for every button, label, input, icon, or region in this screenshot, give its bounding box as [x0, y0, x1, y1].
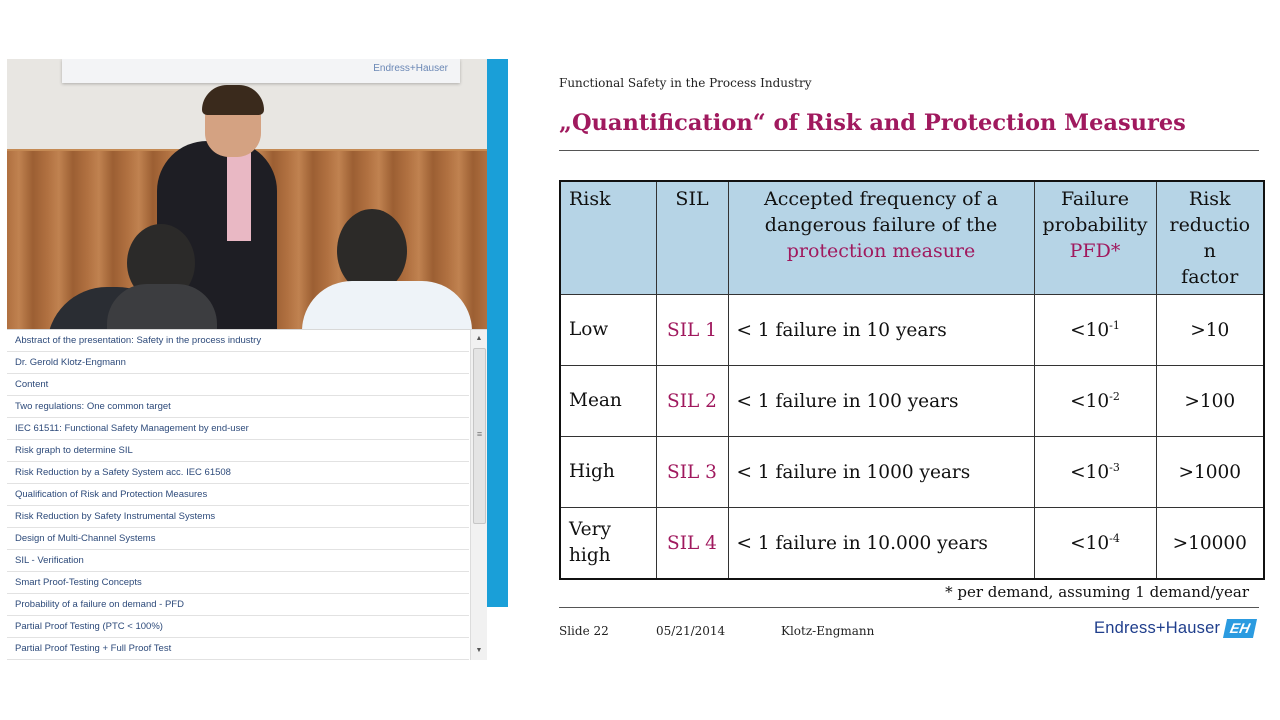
projection-screen: [62, 59, 460, 83]
table-header-row: [560, 181, 1264, 295]
cell-pfd: $<10^{-1}$: [1034, 295, 1156, 366]
cell-reduction: >100: [1156, 366, 1264, 437]
cell-frequency: < 1 failure in 10.000 years: [728, 508, 1034, 580]
risk-table: [559, 180, 1265, 580]
slide-title: „Quantification“ of Risk and Protection Measures: [559, 110, 1186, 136]
cell-frequency: < 1 failure in 1000 years: [728, 437, 1034, 508]
chapter-item[interactable]: Partial Proof Testing (PTC < 100%): [7, 616, 469, 638]
cell-risk: Mean: [560, 366, 656, 437]
chapter-list-panel: [7, 329, 487, 660]
cell-reduction: >10000: [1156, 508, 1264, 580]
cell-reduction: >10: [1156, 295, 1264, 366]
audience-member: [302, 281, 472, 329]
chapter-item[interactable]: Smart Proof-Testing Concepts: [7, 572, 469, 594]
table-row: [560, 295, 1264, 366]
cell-frequency: < 1 failure in 100 years: [728, 366, 1034, 437]
scrollbar-thumb[interactable]: [473, 348, 486, 524]
slide-subtitle: Functional Safety in the Process Industry: [559, 76, 812, 90]
scroll-up-arrow-icon[interactable]: ▲: [475, 335, 483, 342]
chapter-item[interactable]: Content: [7, 374, 469, 396]
grip-icon: ≡: [476, 429, 483, 439]
chapter-item[interactable]: SIL - Verification: [7, 550, 469, 572]
cell-risk: High: [560, 437, 656, 508]
cell-risk: Low: [560, 295, 656, 366]
scroll-down-arrow-icon[interactable]: ▼: [475, 647, 483, 654]
cell-sil: SIL 3: [656, 437, 728, 508]
logo-wordmark: Endress+Hauser: [1094, 618, 1221, 637]
slide-date: 05/21/2014: [656, 624, 726, 638]
header-sil: SIL: [656, 181, 728, 295]
chapter-item[interactable]: IEC 61511: Functional Safety Management by end-user: [7, 418, 469, 440]
table-footnote: * per demand, assuming 1 demand/year: [945, 583, 1249, 601]
footer-divider: [559, 607, 1259, 608]
cell-sil: SIL 1: [656, 295, 728, 366]
cell-reduction: >1000: [1156, 437, 1264, 508]
header-reduction: Risk reductio n factor: [1156, 181, 1264, 295]
table-row: [560, 437, 1264, 508]
table-row: [560, 366, 1264, 437]
chapter-item[interactable]: Partial Proof Testing + Full Proof Test: [7, 638, 469, 660]
slide-number: Slide 22: [559, 624, 609, 638]
chapter-item[interactable]: Qualification of Risk and Protection Measures: [7, 484, 469, 506]
cell-risk: Very high: [560, 508, 656, 580]
side-accent-bar: [487, 59, 508, 607]
cell-frequency: < 1 failure in 10 years: [728, 295, 1034, 366]
chapter-item[interactable]: Probability of a failure on demand - PFD: [7, 594, 469, 616]
chapter-item[interactable]: Design of Multi-Channel Systems: [7, 528, 469, 550]
cell-sil: SIL 2: [656, 366, 728, 437]
chapter-item[interactable]: Risk Reduction by Safety Instrumental Systems: [7, 506, 469, 528]
eh-logo-icon: EH: [1223, 619, 1257, 638]
chapter-item[interactable]: Two regulations: One common target: [7, 396, 469, 418]
endress-hauser-logo: [1094, 617, 1255, 639]
chapter-item[interactable]: Risk graph to determine SIL: [7, 440, 469, 462]
audience-member: [107, 284, 217, 329]
chapter-item[interactable]: Dr. Gerold Klotz-Engmann: [7, 352, 469, 374]
cell-pfd: $<10^{-4}$: [1034, 508, 1156, 580]
chapter-scrollbar[interactable]: [470, 330, 487, 660]
header-frequency: Accepted frequency of a dangerous failure of the protection measure: [728, 181, 1034, 295]
cell-pfd: $<10^{-3}$: [1034, 437, 1156, 508]
speaker-shirt: [227, 151, 251, 241]
cell-sil: SIL 4: [656, 508, 728, 580]
table-row: [560, 508, 1264, 580]
cell-pfd: $<10^{-2}$: [1034, 366, 1156, 437]
chapter-list: [7, 330, 469, 660]
title-divider: [559, 150, 1259, 151]
slide-author: Klotz-Engmann: [781, 624, 875, 638]
chapter-item[interactable]: Risk Reduction by a Safety System acc. IEC 61508: [7, 462, 469, 484]
chapter-item[interactable]: Abstract of the presentation: Safety in the process industry: [7, 330, 469, 352]
header-pfd: Failure probability PFD*: [1034, 181, 1156, 295]
screen-logo: Endress+Hauser: [373, 63, 448, 74]
header-risk: Risk: [560, 181, 656, 295]
video-player[interactable]: [7, 59, 487, 329]
